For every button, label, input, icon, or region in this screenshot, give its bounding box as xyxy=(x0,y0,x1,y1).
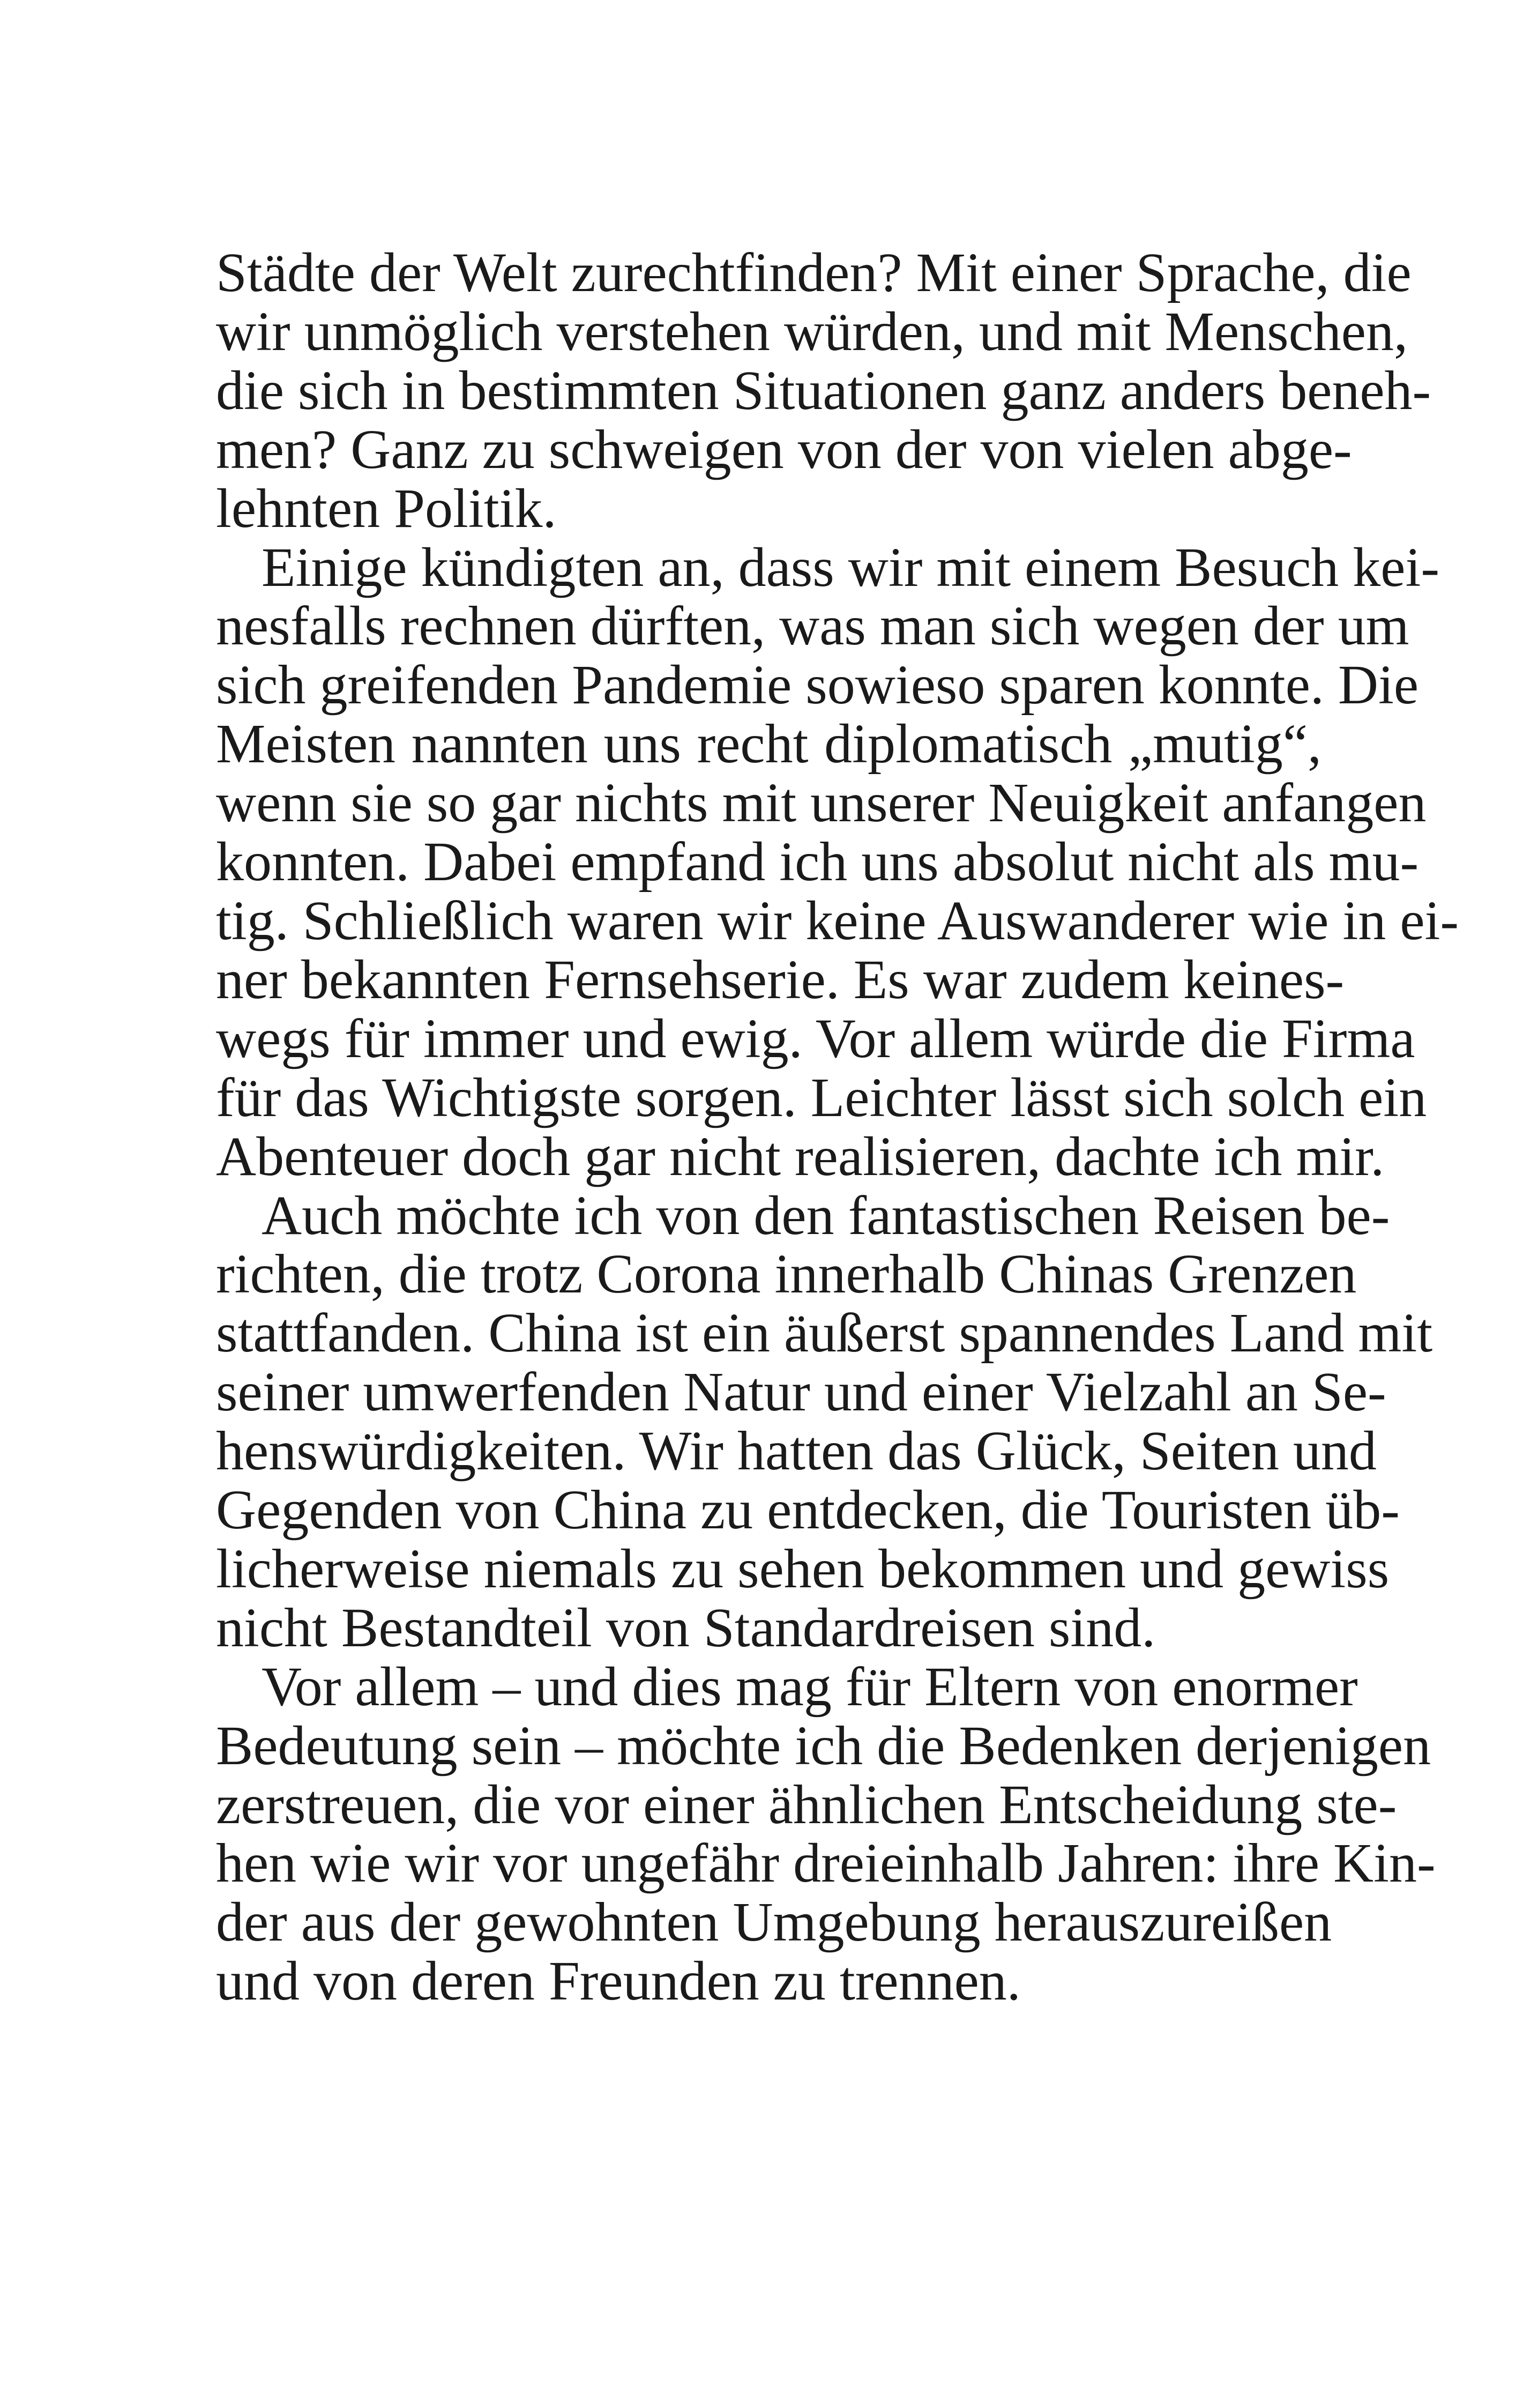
text-line: Abenteuer doch gar nicht realisieren, dachte ich mir. xyxy=(216,1125,1385,1187)
text-line: Städte der Welt zurechtfinden? Mit einer Sprache, die xyxy=(216,242,1412,303)
text-line: ner bekannten Fernsehserie. Es war zudem keines- xyxy=(216,948,1345,1010)
text-line: konnten. Dabei empfand ich uns absolut nicht als mu- xyxy=(216,831,1419,893)
text-line: die sich in bestimmten Situationen ganz anders beneh- xyxy=(216,359,1431,421)
text-line: richten, die trotz Corona innerhalb Chinas Grenzen xyxy=(216,1243,1357,1305)
paragraph xyxy=(216,536,1459,1187)
paragraph xyxy=(216,242,1431,539)
text-line: henswürdigkeiten. Wir hatten das Glück, Seiten und xyxy=(216,1420,1377,1482)
paragraph xyxy=(216,1184,1433,1659)
text-line: men? Ganz zu schweigen von der von vielen abge- xyxy=(216,418,1352,480)
text-line: sich greifenden Pandemie sowieso sparen konnte. Die xyxy=(216,654,1419,716)
text-line: seiner umwerfenden Natur und einer Vielzahl an Se- xyxy=(216,1361,1386,1423)
text-line: Vor allem – und dies mag für Eltern von enormer xyxy=(262,1655,1358,1718)
text-line: Auch möchte ich von den fantastischen Reisen be- xyxy=(262,1184,1390,1246)
text-line: Einige kündigten an, dass wir mit einem Besuch kei- xyxy=(262,536,1439,598)
text-line: Bedeutung sein – möchte ich die Bedenken derjenigen xyxy=(216,1714,1431,1777)
paragraph xyxy=(216,1655,1436,2012)
text-line: Gegenden von China zu entdecken, die Touristen üb- xyxy=(216,1479,1400,1541)
text-line: stattfanden. China ist ein äußerst spannendes Land mit xyxy=(216,1302,1433,1364)
text-line: licherweise niemals zu sehen bekommen und gewiss xyxy=(216,1537,1390,1600)
text-line: wenn sie so gar nichts mit unserer Neuigkeit anfangen xyxy=(216,772,1427,834)
text-line: und von deren Freunden zu trennen. xyxy=(216,1950,1021,2012)
text-line: wir unmöglich verstehen würden, und mit Menschen, xyxy=(216,300,1408,362)
text-line: hen wie wir vor ungefähr dreieinhalb Jahren: ihre Kin- xyxy=(216,1832,1436,1894)
text-line: lehnten Politik. xyxy=(216,477,557,539)
text-line: tig. Schließlich waren wir keine Auswanderer wie in ei- xyxy=(216,889,1459,952)
text-line: für das Wichtigste sorgen. Leichter lässt sich solch ein xyxy=(216,1066,1427,1128)
text-line: der aus der gewohnten Umgebung herauszureißen xyxy=(216,1891,1332,1953)
text-line: nesfalls rechnen dürften, was man sich wegen der um xyxy=(216,595,1409,657)
text-line: wegs für immer und ewig. Vor allem würde die Firma xyxy=(216,1007,1415,1069)
text-line: Meisten nannten uns recht diplomatisch „mutig“, xyxy=(216,713,1322,775)
text-line: zerstreuen, die vor einer ähnlichen Entscheidung ste- xyxy=(216,1773,1397,1835)
text-line: nicht Bestandteil von Standardreisen sind. xyxy=(216,1596,1156,1659)
body-text xyxy=(216,242,1459,2012)
